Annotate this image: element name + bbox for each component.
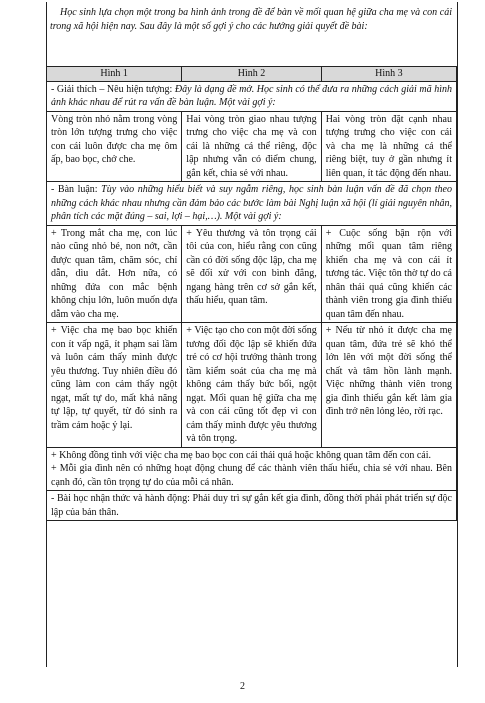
giai-thich-lead: - Giải thích – Nêu hiện tượng: (51, 83, 175, 95)
cause-hinh-2: + Yêu thương và tôn trọng cái tôi của con, hiểu rằng con cũng cần có đời sống độc lập, cha mẹ sẽ đối xử với con bình đẳng, ngang hàng trên cơ sở gắn kết, thấu hiểu, quan tâm. (182, 225, 321, 323)
effect-hinh-2: + Việc tạo cho con một đời sống tương đối độc lập sẽ khiến đứa trẻ có cơ hội trưởng thành trong tầm kiểm soát của cha mẹ mà không cảm thấy bức bối, ngột ngạt. Mối quan hệ giữa cha mẹ và con cái cũng tốt đẹp vì con cảm thấy mình được yêu thương và tôn trọng. (182, 323, 321, 448)
ban-luan-text: Tùy vào những hiểu biết và suy ngẫm riêng, học sinh bàn luận vấn đề đã chọn theo những cách khác nhau nhưng cần đảm bảo các bước làm bài Nghị luận xã hội (lí giải nguyên nhân, phân tích các mặt đúng – sai, lợi – hại,…). Một vài gợi ý: (51, 184, 453, 222)
meaning-hinh-2: Hai vòng tròn giao nhau tượng trưng cho việc cha mẹ và con cái là những cá thể riêng, độc lập nhưng vẫn có điểm chung, gắn kết, chia sẻ với nhau. (182, 111, 321, 182)
effect-row (47, 323, 457, 448)
bai-hoc-row (47, 491, 457, 521)
meaning-row (47, 111, 457, 182)
comparison-table (46, 66, 457, 521)
cause-hinh-3: + Cuộc sống bận rộn với những mối quan tâm riêng khiến cha mẹ và con cái ít tương tác. Việc tôn thờ tự do cá nhân thái quá cũng khiến các thành viên trong gia đình thiếu quan tâm đến nhau. (321, 225, 456, 323)
giai-thich-cell (47, 81, 457, 111)
summary-row (47, 447, 457, 491)
cause-hinh-1: + Trong mắt cha mẹ, con lúc nào cũng nhỏ bé, non nớt, cần được quan tâm, chăm sóc, chỉ dẫn, dìu dắt. Hơn nữa, có những đứa con mắc bệnh không chịu lớn, luôn muốn dựa dẫm vào cha mẹ. (47, 225, 182, 323)
page-number: 2 (240, 681, 245, 692)
effect-hinh-1: + Việc cha mẹ bao bọc khiến con ít vấp ngã, ít phạm sai lầm và luôn cảm thấy mình được yêu thương. Tuy nhiên điều đó cũng làm con cảm thấy ngột ngạt, mất tự do, mất khả năng tự lập, tự quyết, từ đó sinh ra trầm cảm hoặc ỷ lại. (47, 323, 182, 448)
effect-hinh-3: + Nếu từ nhỏ ít được cha mẹ quan tâm, đứa trẻ sẽ khó thể lớn lên với một đời sống thể chất và tâm hồn lành mạnh. Việc những thành viên trong gia đình thiếu gắn kết làm gia đình trở nên lỏng lẻo, rời rạc. (321, 323, 456, 448)
bai-hoc-cell: - Bài học nhận thức và hành động: Phải duy trì sự gắn kết gia đình, đồng thời phải phát triển sự độc lập của bản thân. (47, 491, 457, 521)
summary-line-2: + Mỗi gia đình nên có những hoạt động chung để các thành viên thấu hiểu, chia sẻ với nhau. Bên cạnh đó, cần tôn trọng tự do của mỗi cá nhân. (51, 463, 452, 488)
giai-thich-row (47, 81, 457, 111)
meaning-hinh-1: Vòng tròn nhỏ nằm trong vòng tròn lớn tượng trưng cho việc con cái luôn được cha mẹ ôm ấp, bao bọc, chở che. (47, 111, 182, 182)
header-hinh-3: Hình 3 (321, 67, 456, 82)
ban-luan-lead: - Bàn luận: (51, 184, 102, 195)
header-hinh-1: Hình 1 (47, 67, 182, 82)
cause-row (47, 225, 457, 323)
ban-luan-row (47, 182, 457, 226)
intro-paragraph: Học sinh lựa chọn một trong ba hình ảnh trong đề để bàn về mối quan hệ giữa cha mẹ và con cái trong xã hội hiện nay. Sau đây là một số gợi ý cho các hướng giải quyết đề bài: (50, 7, 452, 32)
ban-luan-cell (47, 182, 457, 226)
summary-cell (47, 447, 457, 491)
header-hinh-2: Hình 2 (182, 67, 321, 82)
meaning-hinh-3: Hai vòng tròn đặt cạnh nhau tượng trưng cho việc con cái và cha mẹ là những cá thể riêng biệt, tuy ở gần nhưng ít liên quan, ít tác động đến nhau. (321, 111, 456, 182)
header-row (47, 67, 457, 82)
giai-thich-text: Đây là dạng đề mở. Học sinh có thể đưa ra những cách giải mã hình ảnh khác nhau để rút ra vấn đề bàn luận. Một vài gợi ý: (51, 83, 452, 108)
summary-line-1: + Không đồng tình với việc cha mẹ bao bọc con cái thái quá hoặc không quan tâm đến con cái. (51, 449, 431, 461)
